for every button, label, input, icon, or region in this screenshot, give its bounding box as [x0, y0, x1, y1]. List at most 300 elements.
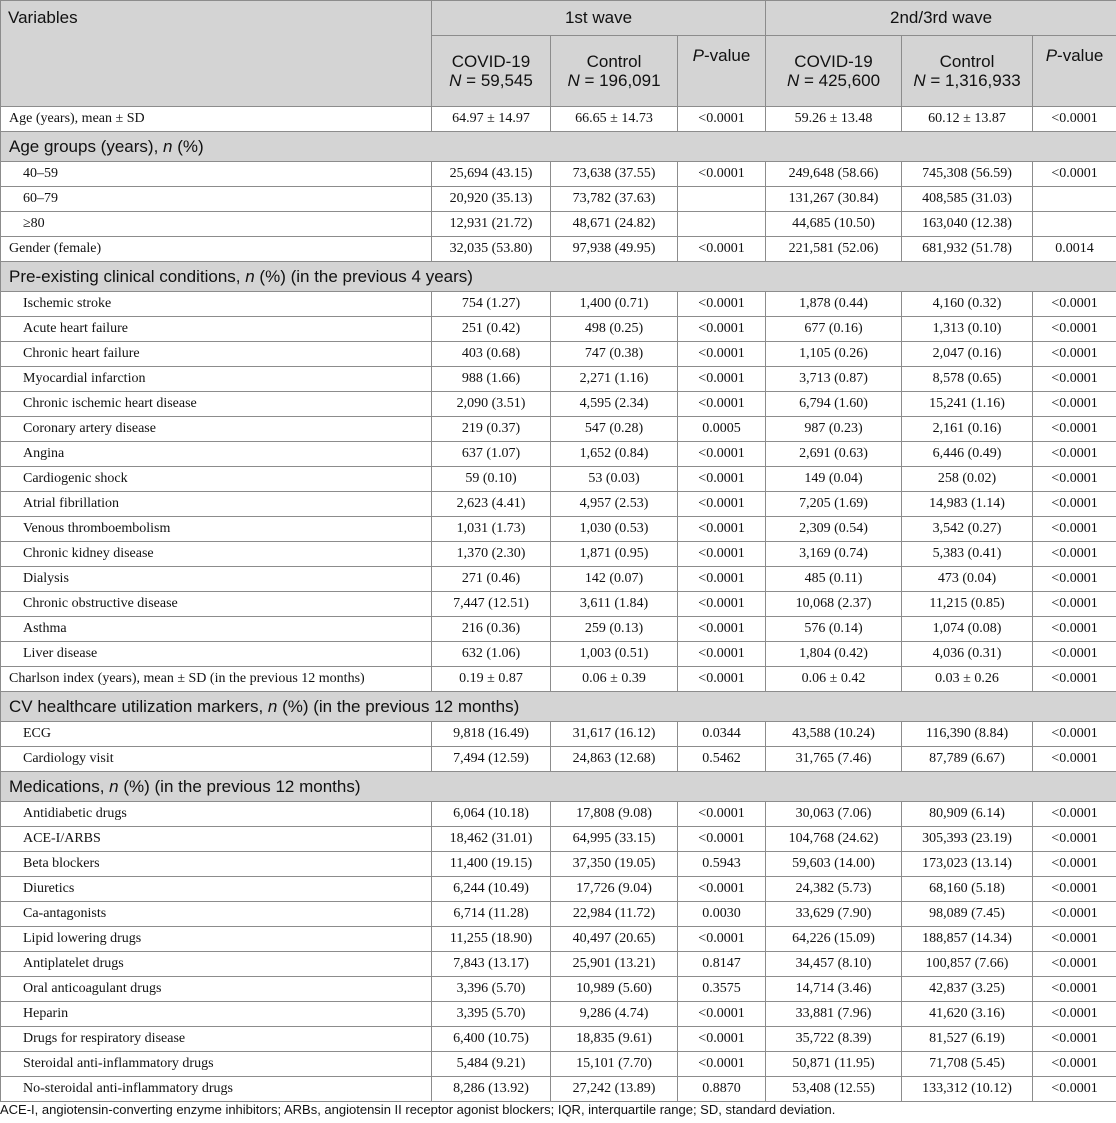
- w1-covid-cell: 7,494 (12.59): [432, 747, 551, 772]
- w2-pvalue-cell: <0.0001: [1033, 667, 1116, 692]
- w1-pvalue-cell: <0.0001: [678, 442, 766, 467]
- table-row: [1, 492, 1116, 517]
- row-label: Antiplatelet drugs: [1, 952, 432, 977]
- group-label: COVID-19: [451, 52, 531, 71]
- w1-pvalue-cell: <0.0001: [678, 237, 766, 262]
- table-row: [1, 317, 1116, 342]
- n-value: = 196,091: [579, 71, 661, 90]
- w1-covid-cell: 64.97 ± 14.97: [432, 107, 551, 132]
- w1-control-cell: 498 (0.25): [551, 317, 678, 342]
- table-row: [1, 542, 1116, 567]
- w2-control-cell: 0.03 ± 0.26: [902, 667, 1033, 692]
- w1-covid-cell: 9,818 (16.49): [432, 722, 551, 747]
- w2-control-cell: 42,837 (3.25): [902, 977, 1033, 1002]
- w1-control-cell: 25,901 (13.21): [551, 952, 678, 977]
- section-header-row: [1, 262, 1116, 292]
- n-value: = 59,545: [461, 71, 533, 90]
- w2-covid-cell: 64,226 (15.09): [766, 927, 902, 952]
- w2-covid-cell: 53,408 (12.55): [766, 1077, 902, 1102]
- w2-pvalue-cell: 0.0014: [1033, 237, 1116, 262]
- variables-header: Variables: [1, 1, 432, 107]
- w1-covid-cell: 6,400 (10.75): [432, 1027, 551, 1052]
- w2-pvalue-cell: <0.0001: [1033, 877, 1116, 902]
- w2-control-cell: 1,074 (0.08): [902, 617, 1033, 642]
- w1-control-header: [551, 36, 678, 107]
- w2-covid-cell: 24,382 (5.73): [766, 877, 902, 902]
- w2-control-cell: 6,446 (0.49): [902, 442, 1033, 467]
- w1-control-cell: 1,652 (0.84): [551, 442, 678, 467]
- w1-control-cell: 17,808 (9.08): [551, 802, 678, 827]
- w2-pvalue-cell: <0.0001: [1033, 722, 1116, 747]
- w2-control-cell: 14,983 (1.14): [902, 492, 1033, 517]
- w2-covid-cell: 33,881 (7.96): [766, 1002, 902, 1027]
- row-label: Asthma: [1, 617, 432, 642]
- table-body: [1, 107, 1116, 1102]
- w1-control-cell: 259 (0.13): [551, 617, 678, 642]
- table-row: [1, 1002, 1116, 1027]
- table-row: [1, 367, 1116, 392]
- w2-control-cell: 11,215 (0.85): [902, 592, 1033, 617]
- section-title-n: n: [109, 776, 119, 796]
- row-label: Oral anticoagulant drugs: [1, 977, 432, 1002]
- row-label: Ca-antagonists: [1, 902, 432, 927]
- w2-pvalue-cell: <0.0001: [1033, 392, 1116, 417]
- w2-control-cell: 173,023 (13.14): [902, 852, 1033, 877]
- w2-pvalue-cell: <0.0001: [1033, 1027, 1116, 1052]
- w2-covid-cell: 44,685 (10.50): [766, 212, 902, 237]
- p-symbol: P: [1045, 46, 1058, 65]
- section-title-suffix: (%) (in the previous 12 months): [277, 696, 520, 716]
- w2-control-cell: 258 (0.02): [902, 467, 1033, 492]
- w1-pvalue-cell: <0.0001: [678, 317, 766, 342]
- n-symbol: N: [786, 71, 800, 90]
- row-label: 40–59: [1, 162, 432, 187]
- w1-control-cell: 40,497 (20.65): [551, 927, 678, 952]
- w1-covid-cell: 216 (0.36): [432, 617, 551, 642]
- w1-pvalue-cell: <0.0001: [678, 392, 766, 417]
- table-row: [1, 877, 1116, 902]
- w2-control-cell: 133,312 (10.12): [902, 1077, 1033, 1102]
- w2-pvalue-cell: <0.0001: [1033, 417, 1116, 442]
- w2-covid-cell: 10,068 (2.37): [766, 592, 902, 617]
- row-label: Angina: [1, 442, 432, 467]
- w2-covid-cell: 7,205 (1.69): [766, 492, 902, 517]
- table-row: [1, 977, 1116, 1002]
- w1-pvalue-cell: <0.0001: [678, 492, 766, 517]
- w1-pvalue-cell: 0.0030: [678, 902, 766, 927]
- row-label: ECG: [1, 722, 432, 747]
- w1-control-cell: 547 (0.28): [551, 417, 678, 442]
- w1-control-cell: 97,938 (49.95): [551, 237, 678, 262]
- w2-pvalue-cell: <0.0001: [1033, 927, 1116, 952]
- w2-control-cell: 473 (0.04): [902, 567, 1033, 592]
- section-title-n: n: [163, 136, 173, 156]
- w2-covid-cell: 485 (0.11): [766, 567, 902, 592]
- w2-covid-cell: 31,765 (7.46): [766, 747, 902, 772]
- w2-pvalue-cell: <0.0001: [1033, 292, 1116, 317]
- w2-covid-cell: 249,648 (58.66): [766, 162, 902, 187]
- w2-covid-cell: 104,768 (24.62): [766, 827, 902, 852]
- w2-covid-cell: 6,794 (1.60): [766, 392, 902, 417]
- row-label: Acute heart failure: [1, 317, 432, 342]
- w2-control-cell: 68,160 (5.18): [902, 877, 1033, 902]
- table-row: [1, 927, 1116, 952]
- w1-control-cell: 37,350 (19.05): [551, 852, 678, 877]
- w2-pvalue-cell: <0.0001: [1033, 902, 1116, 927]
- w2-covid-cell: 149 (0.04): [766, 467, 902, 492]
- row-label: Cardiogenic shock: [1, 467, 432, 492]
- w2-covid-cell: 1,105 (0.26): [766, 342, 902, 367]
- n-value: = 425,600: [799, 71, 881, 90]
- w2-control-cell: 745,308 (56.59): [902, 162, 1033, 187]
- w1-covid-cell: 219 (0.37): [432, 417, 551, 442]
- w1-covid-cell: 2,090 (3.51): [432, 392, 551, 417]
- w2-control-cell: 3,542 (0.27): [902, 517, 1033, 542]
- table-row: [1, 417, 1116, 442]
- section-title-text: Age groups (years),: [9, 136, 164, 156]
- w2-pvalue-cell: <0.0001: [1033, 642, 1116, 667]
- w1-covid-cell: 20,920 (35.13): [432, 187, 551, 212]
- w1-control-cell: 73,638 (37.55): [551, 162, 678, 187]
- w2-control-cell: 4,036 (0.31): [902, 642, 1033, 667]
- row-label: 60–79: [1, 187, 432, 212]
- row-label: Charlson index (years), mean ± SD (in the previous 12 months): [1, 667, 432, 692]
- w1-covid-cell: 754 (1.27): [432, 292, 551, 317]
- w2-covid-cell: 2,309 (0.54): [766, 517, 902, 542]
- w1-control-cell: 22,984 (11.72): [551, 902, 678, 927]
- table-row: [1, 667, 1116, 692]
- w1-pvalue-cell: [678, 212, 766, 237]
- w2-covid-cell: 33,629 (7.90): [766, 902, 902, 927]
- row-label: Age (years), mean ± SD: [1, 107, 432, 132]
- table-row: [1, 517, 1116, 542]
- w1-pvalue-cell: <0.0001: [678, 617, 766, 642]
- w1-covid-cell: 1,370 (2.30): [432, 542, 551, 567]
- w1-pvalue-cell: <0.0001: [678, 342, 766, 367]
- row-label: Gender (female): [1, 237, 432, 262]
- w1-control-cell: 9,286 (4.74): [551, 1002, 678, 1027]
- section-header-row: [1, 132, 1116, 162]
- row-label: Steroidal anti-inflammatory drugs: [1, 1052, 432, 1077]
- w2-pvalue-cell: <0.0001: [1033, 317, 1116, 342]
- w2-pvalue-cell: <0.0001: [1033, 567, 1116, 592]
- w2-control-cell: 2,161 (0.16): [902, 417, 1033, 442]
- section-title-n: n: [245, 266, 255, 286]
- w1-control-cell: 24,863 (12.68): [551, 747, 678, 772]
- w2-covid-cell: 987 (0.23): [766, 417, 902, 442]
- w1-control-cell: 1,400 (0.71): [551, 292, 678, 317]
- p-suffix: -value: [704, 46, 751, 65]
- w1-pvalue-cell: <0.0001: [678, 827, 766, 852]
- table-row: [1, 1077, 1116, 1102]
- w1-control-cell: 48,671 (24.82): [551, 212, 678, 237]
- w2-pvalue-cell: <0.0001: [1033, 467, 1116, 492]
- table-row: [1, 747, 1116, 772]
- w1-control-cell: 3,611 (1.84): [551, 592, 678, 617]
- w1-control-cell: 66.65 ± 14.73: [551, 107, 678, 132]
- section-header-row: [1, 772, 1116, 802]
- table-row: [1, 442, 1116, 467]
- section-title-text: Pre-existing clinical conditions,: [9, 266, 246, 286]
- w2-covid-cell: 34,457 (8.10): [766, 952, 902, 977]
- w2-pvalue-cell: <0.0001: [1033, 162, 1116, 187]
- section-title-suffix: (%) (in the previous 12 months): [118, 776, 361, 796]
- w2-control-cell: 4,160 (0.32): [902, 292, 1033, 317]
- w1-pvalue-cell: <0.0001: [678, 1002, 766, 1027]
- table-row: [1, 467, 1116, 492]
- w2-control-cell: 98,089 (7.45): [902, 902, 1033, 927]
- group-label: Control: [939, 52, 995, 71]
- w2-covid-cell: 14,714 (3.46): [766, 977, 902, 1002]
- row-label: Coronary artery disease: [1, 417, 432, 442]
- w1-pvalue-cell: <0.0001: [678, 667, 766, 692]
- w2-covid-cell: 43,588 (10.24): [766, 722, 902, 747]
- w1-covid-cell: 3,396 (5.70): [432, 977, 551, 1002]
- section-header-row: [1, 692, 1116, 722]
- w1-covid-cell: 1,031 (1.73): [432, 517, 551, 542]
- w1-covid-cell: 632 (1.06): [432, 642, 551, 667]
- w1-covid-cell: 5,484 (9.21): [432, 1052, 551, 1077]
- wave2-header: 2nd/3rd wave: [766, 1, 1116, 36]
- w1-control-cell: 53 (0.03): [551, 467, 678, 492]
- table-row: [1, 162, 1116, 187]
- w2-pvalue-cell: <0.0001: [1033, 1077, 1116, 1102]
- w2-covid-cell: 3,713 (0.87): [766, 367, 902, 392]
- table-header: [1, 1, 1116, 107]
- w1-control-cell: 31,617 (16.12): [551, 722, 678, 747]
- row-label: Lipid lowering drugs: [1, 927, 432, 952]
- p-suffix: -value: [1057, 46, 1104, 65]
- w1-pvalue-cell: <0.0001: [678, 1052, 766, 1077]
- w2-pvalue-cell: <0.0001: [1033, 852, 1116, 877]
- w1-pvalue-cell: 0.8147: [678, 952, 766, 977]
- w1-control-cell: 142 (0.07): [551, 567, 678, 592]
- table-row: [1, 342, 1116, 367]
- row-label: Chronic kidney disease: [1, 542, 432, 567]
- w1-control-cell: 0.06 ± 0.39: [551, 667, 678, 692]
- w1-covid-cell: 2,623 (4.41): [432, 492, 551, 517]
- w1-control-cell: 4,595 (2.34): [551, 392, 678, 417]
- table-row: [1, 617, 1116, 642]
- w1-pvalue-cell: 0.0005: [678, 417, 766, 442]
- table-row: [1, 722, 1116, 747]
- table-row: [1, 567, 1116, 592]
- w1-covid-cell: 59 (0.10): [432, 467, 551, 492]
- w1-covid-cell: 8,286 (13.92): [432, 1077, 551, 1102]
- section-title-text: Medications,: [9, 776, 110, 796]
- w1-covid-cell: 6,244 (10.49): [432, 877, 551, 902]
- w1-pvalue-cell: <0.0001: [678, 877, 766, 902]
- w1-control-cell: 1,871 (0.95): [551, 542, 678, 567]
- w2-control-cell: 188,857 (14.34): [902, 927, 1033, 952]
- w1-covid-cell: 637 (1.07): [432, 442, 551, 467]
- w2-pvalue-cell: <0.0001: [1033, 952, 1116, 977]
- w1-pvalue-cell: <0.0001: [678, 107, 766, 132]
- group-label: Control: [586, 52, 642, 71]
- w2-control-cell: 2,047 (0.16): [902, 342, 1033, 367]
- table-row: [1, 1027, 1116, 1052]
- table-row: [1, 237, 1116, 262]
- w1-pvalue-cell: <0.0001: [678, 567, 766, 592]
- w1-covid-cell: 11,255 (18.90): [432, 927, 551, 952]
- w2-control-cell: 41,620 (3.16): [902, 1002, 1033, 1027]
- w1-covid-cell: 12,931 (21.72): [432, 212, 551, 237]
- section-title-n: n: [267, 696, 278, 716]
- w2-control-cell: 81,527 (6.19): [902, 1027, 1033, 1052]
- w2-covid-cell: 59.26 ± 13.48: [766, 107, 902, 132]
- w1-pvalue-cell: [678, 187, 766, 212]
- w1-pvalue-cell: <0.0001: [678, 292, 766, 317]
- w2-control-cell: 305,393 (23.19): [902, 827, 1033, 852]
- table-row: [1, 952, 1116, 977]
- w2-covid-cell: 30,063 (7.06): [766, 802, 902, 827]
- row-label: Venous thromboembolism: [1, 517, 432, 542]
- w2-pvalue-cell: <0.0001: [1033, 367, 1116, 392]
- w2-covid-cell: 221,581 (52.06): [766, 237, 902, 262]
- w2-covid-cell: 576 (0.14): [766, 617, 902, 642]
- w1-pvalue-cell: <0.0001: [678, 467, 766, 492]
- w2-pvalue-cell: <0.0001: [1033, 802, 1116, 827]
- table-row: [1, 187, 1116, 212]
- w2-control-cell: 163,040 (12.38): [902, 212, 1033, 237]
- w2-pvalue-cell: <0.0001: [1033, 342, 1116, 367]
- w1-covid-cell: 32,035 (53.80): [432, 237, 551, 262]
- w2-control-cell: 87,789 (6.67): [902, 747, 1033, 772]
- w1-pvalue-cell: <0.0001: [678, 1027, 766, 1052]
- w2-pvalue-header: [1033, 36, 1116, 107]
- w2-covid-header: [766, 36, 902, 107]
- row-label: Antidiabetic drugs: [1, 802, 432, 827]
- w1-covid-cell: 271 (0.46): [432, 567, 551, 592]
- w1-control-cell: 73,782 (37.63): [551, 187, 678, 212]
- w2-pvalue-cell: <0.0001: [1033, 442, 1116, 467]
- w2-pvalue-cell: <0.0001: [1033, 517, 1116, 542]
- w2-covid-cell: 0.06 ± 0.42: [766, 667, 902, 692]
- table-row: [1, 642, 1116, 667]
- table-row: [1, 392, 1116, 417]
- w1-covid-cell: 6,714 (11.28): [432, 902, 551, 927]
- w2-pvalue-cell: <0.0001: [1033, 1052, 1116, 1077]
- table-row: [1, 827, 1116, 852]
- w2-covid-cell: 1,804 (0.42): [766, 642, 902, 667]
- row-label: Drugs for respiratory disease: [1, 1027, 432, 1052]
- w1-control-cell: 10,989 (5.60): [551, 977, 678, 1002]
- w2-pvalue-cell: <0.0001: [1033, 827, 1116, 852]
- w2-pvalue-cell: [1033, 187, 1116, 212]
- w1-control-cell: 2,271 (1.16): [551, 367, 678, 392]
- w2-pvalue-cell: <0.0001: [1033, 492, 1116, 517]
- section-title: [1, 132, 1116, 162]
- w2-pvalue-cell: <0.0001: [1033, 107, 1116, 132]
- w1-control-cell: 27,242 (13.89): [551, 1077, 678, 1102]
- w1-control-cell: 1,030 (0.53): [551, 517, 678, 542]
- w2-control-cell: 8,578 (0.65): [902, 367, 1033, 392]
- w1-control-cell: 18,835 (9.61): [551, 1027, 678, 1052]
- table-row: [1, 902, 1116, 927]
- w1-covid-cell: 0.19 ± 0.87: [432, 667, 551, 692]
- row-label: Chronic obstructive disease: [1, 592, 432, 617]
- w1-covid-cell: 11,400 (19.15): [432, 852, 551, 877]
- w2-pvalue-cell: <0.0001: [1033, 542, 1116, 567]
- w1-pvalue-cell: 0.8870: [678, 1077, 766, 1102]
- group-label: COVID-19: [794, 52, 873, 71]
- table-row: [1, 1052, 1116, 1077]
- w2-control-cell: 408,585 (31.03): [902, 187, 1033, 212]
- w2-covid-cell: 131,267 (30.84): [766, 187, 902, 212]
- row-label: ACE-I/ARBS: [1, 827, 432, 852]
- w1-control-cell: 747 (0.38): [551, 342, 678, 367]
- w1-covid-cell: 251 (0.42): [432, 317, 551, 342]
- w1-control-cell: 4,957 (2.53): [551, 492, 678, 517]
- w2-pvalue-cell: <0.0001: [1033, 977, 1116, 1002]
- table-row: [1, 592, 1116, 617]
- w1-pvalue-cell: <0.0001: [678, 642, 766, 667]
- w1-pvalue-cell: <0.0001: [678, 927, 766, 952]
- table-row: [1, 107, 1116, 132]
- w2-control-cell: 71,708 (5.45): [902, 1052, 1033, 1077]
- w2-covid-cell: 3,169 (0.74): [766, 542, 902, 567]
- w2-control-cell: 1,313 (0.10): [902, 317, 1033, 342]
- p-symbol: P: [692, 46, 705, 65]
- section-title: [1, 262, 1116, 292]
- w1-control-cell: 1,003 (0.51): [551, 642, 678, 667]
- n-symbol: N: [567, 71, 580, 90]
- w2-control-cell: 116,390 (8.84): [902, 722, 1033, 747]
- w2-covid-cell: 35,722 (8.39): [766, 1027, 902, 1052]
- row-label: Chronic ischemic heart disease: [1, 392, 432, 417]
- w1-covid-cell: 6,064 (10.18): [432, 802, 551, 827]
- w1-pvalue-cell: <0.0001: [678, 592, 766, 617]
- w1-pvalue-cell: 0.5462: [678, 747, 766, 772]
- w1-pvalue-cell: 0.0344: [678, 722, 766, 747]
- w2-control-cell: 15,241 (1.16): [902, 392, 1033, 417]
- w1-covid-header: [432, 36, 551, 107]
- section-title: [1, 772, 1116, 802]
- row-label: Atrial fibrillation: [1, 492, 432, 517]
- w2-control-cell: 5,383 (0.41): [902, 542, 1033, 567]
- w1-covid-cell: 7,447 (12.51): [432, 592, 551, 617]
- row-label: Beta blockers: [1, 852, 432, 877]
- section-title: [1, 692, 1116, 722]
- w2-pvalue-cell: <0.0001: [1033, 592, 1116, 617]
- section-title-suffix: (%) (in the previous 4 years): [254, 266, 473, 286]
- n-symbol: N: [449, 71, 462, 90]
- w2-pvalue-cell: <0.0001: [1033, 617, 1116, 642]
- w2-covid-cell: 50,871 (11.95): [766, 1052, 902, 1077]
- w1-covid-cell: 988 (1.66): [432, 367, 551, 392]
- w1-control-cell: 15,101 (7.70): [551, 1052, 678, 1077]
- row-label: Cardiology visit: [1, 747, 432, 772]
- table-row: [1, 802, 1116, 827]
- row-label: Liver disease: [1, 642, 432, 667]
- wave1-header: 1st wave: [432, 1, 766, 36]
- w1-pvalue-cell: 0.5943: [678, 852, 766, 877]
- w1-pvalue-cell: 0.3575: [678, 977, 766, 1002]
- row-label: No-steroidal anti-inflammatory drugs: [1, 1077, 432, 1102]
- row-label: Heparin: [1, 1002, 432, 1027]
- table-footnote: ACE-I, angiotensin-converting enzyme inhibitors; ARBs, angiotensin II receptor agonist blockers; IQR, interquartile range; SD, standard deviation.: [0, 1102, 836, 1117]
- w1-covid-cell: 3,395 (5.70): [432, 1002, 551, 1027]
- table-row: [1, 852, 1116, 877]
- w2-pvalue-cell: [1033, 212, 1116, 237]
- w1-covid-cell: 18,462 (31.01): [432, 827, 551, 852]
- row-label: Diuretics: [1, 877, 432, 902]
- n-symbol: N: [913, 71, 926, 90]
- w1-covid-cell: 403 (0.68): [432, 342, 551, 367]
- w1-pvalue-cell: <0.0001: [678, 802, 766, 827]
- w2-covid-cell: 1,878 (0.44): [766, 292, 902, 317]
- table-row: [1, 212, 1116, 237]
